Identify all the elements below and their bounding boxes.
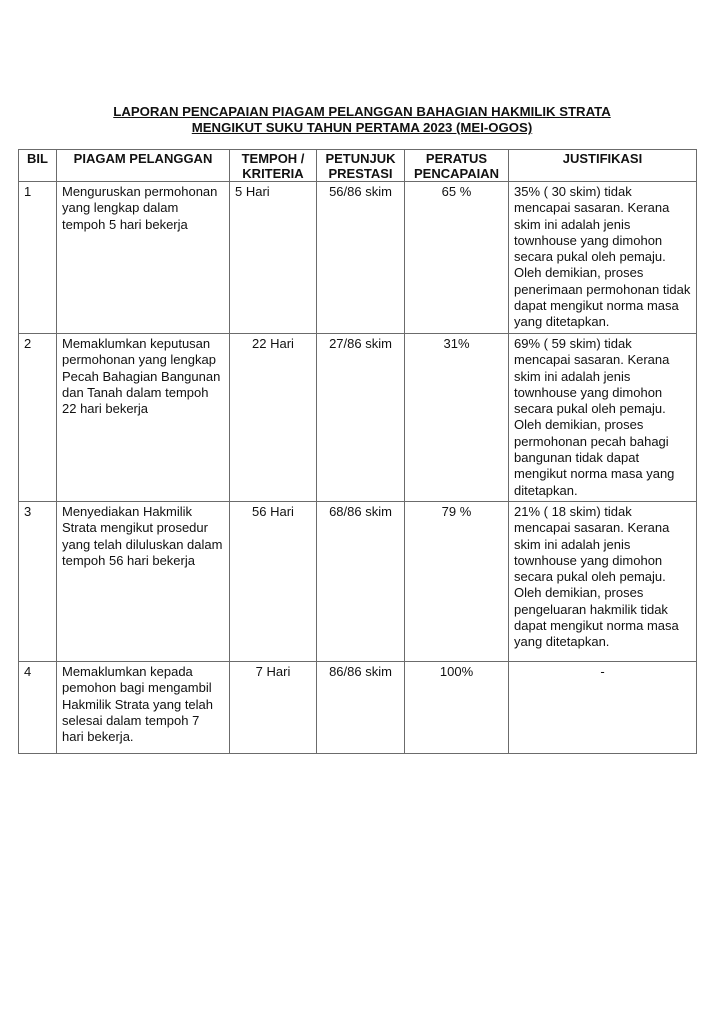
cell-petunjuk: 86/86 skim xyxy=(317,662,405,754)
table-row xyxy=(19,334,697,502)
cell-justifikasi: 35% ( 30 skim) tidak mencapai sasaran. Kerana skim ini adalah jenis townhouse yang dimohon secara pukal oleh pemaju. Oleh demikian, proses penerimaan permohonan tidak dapat mengikut norma masa yang ditetapkan. xyxy=(509,182,697,334)
table-header-row xyxy=(19,150,697,182)
cell-bil: 3 xyxy=(19,502,57,662)
cell-petunjuk: 56/86 skim xyxy=(317,182,405,334)
cell-tempoh: 7 Hari xyxy=(230,662,317,754)
title-line-1: LAPORAN PENCAPAIAN PIAGAM PELANGGAN BAHAGIAN HAKMILIK STRATA xyxy=(113,104,611,119)
table-row xyxy=(19,502,697,662)
cell-peratus: 31% xyxy=(405,334,509,502)
header-peratus-pencapaian: PERATUS PENCAPAIAN xyxy=(405,150,509,182)
table-row xyxy=(19,182,697,334)
cell-tempoh: 5 Hari xyxy=(230,182,317,334)
cell-justifikasi: - xyxy=(509,662,697,754)
cell-piagam: Memaklumkan keputusan permohonan yang lengkap Pecah Bahagian Bangunan dan Tanah dalam tempoh 22 hari bekerja xyxy=(57,334,230,502)
report-title xyxy=(0,104,724,136)
cell-justifikasi: 69% ( 59 skim) tidak mencapai sasaran. Kerana skim ini adalah jenis townhouse yang dimohon secara pukal oleh pemaju. Oleh demikian, proses permohonan pecah bahagi bangunan tidak dapat mengikut norma masa yang ditetapkan. xyxy=(509,334,697,502)
header-piagam-pelanggan: PIAGAM PELANGGAN xyxy=(57,150,230,182)
title-line-2: MENGIKUT SUKU TAHUN PERTAMA 2023 (MEI-OGOS) xyxy=(191,120,533,135)
cell-peratus: 79 % xyxy=(405,502,509,662)
cell-bil: 4 xyxy=(19,662,57,754)
header-petunjuk-prestasi: PETUNJUK PRESTASI xyxy=(317,150,405,182)
cell-piagam: Menyediakan Hakmilik Strata mengikut prosedur yang telah diluluskan dalam tempoh 56 hari bekerja xyxy=(57,502,230,662)
cell-tempoh: 22 Hari xyxy=(230,334,317,502)
cell-petunjuk: 27/86 skim xyxy=(317,334,405,502)
cell-piagam: Memaklumkan kepada pemohon bagi mengambil Hakmilik Strata yang telah selesai dalam tempoh 7 hari bekerja. xyxy=(57,662,230,754)
cell-piagam: Menguruskan permohonan yang lengkap dalam tempoh 5 hari bekerja xyxy=(57,182,230,334)
cell-bil: 2 xyxy=(19,334,57,502)
cell-peratus: 100% xyxy=(405,662,509,754)
cell-bil: 1 xyxy=(19,182,57,334)
header-bil: BIL xyxy=(19,150,57,182)
cell-petunjuk: 68/86 skim xyxy=(317,502,405,662)
cell-tempoh: 56 Hari xyxy=(230,502,317,662)
header-justifikasi: JUSTIFIKASI xyxy=(509,150,697,182)
table-row xyxy=(19,662,697,754)
cell-justifikasi: 21% ( 18 skim) tidak mencapai sasaran. Kerana skim ini adalah jenis townhouse yang dimohon secara pukal oleh pemaju. Oleh demikian, proses pengeluaran hakmilik tidak dapat mengikut norma masa yang ditetapkan. xyxy=(509,502,697,662)
cell-peratus: 65 % xyxy=(405,182,509,334)
customer-charter-table xyxy=(18,149,697,754)
header-tempoh-kriteria: TEMPOH / KRITERIA xyxy=(230,150,317,182)
